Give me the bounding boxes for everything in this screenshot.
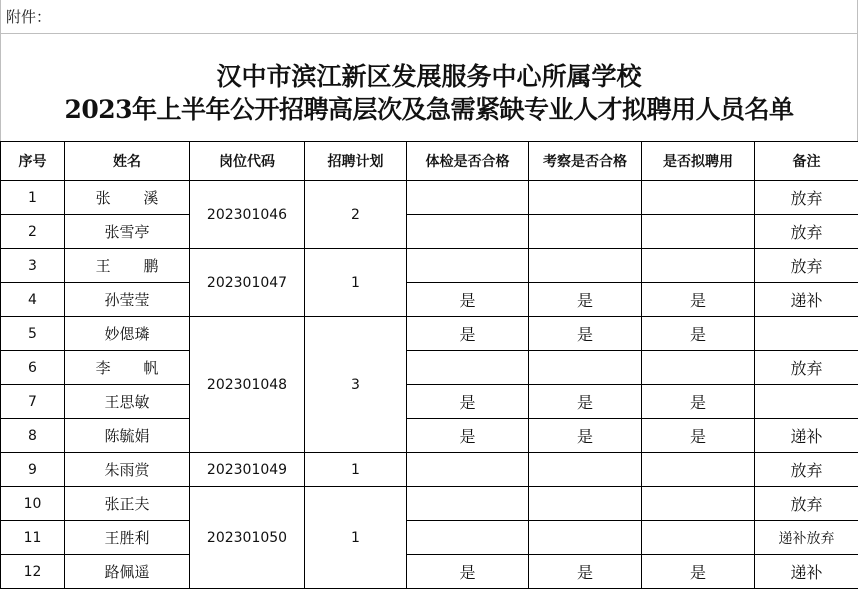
row-name: 王思敏 bbox=[65, 385, 190, 419]
header-physical: 体检是否合格 bbox=[407, 142, 529, 181]
row-name: 朱雨赏 bbox=[65, 453, 190, 487]
row-physical bbox=[407, 215, 529, 249]
row-no: 4 bbox=[1, 283, 65, 317]
row-no: 10 bbox=[1, 487, 65, 521]
row-physical bbox=[407, 521, 529, 555]
row-physical bbox=[407, 181, 529, 215]
row-physical: 是 bbox=[407, 385, 529, 419]
row-hire bbox=[642, 181, 755, 215]
row-note: 放弃 bbox=[755, 249, 858, 283]
table-row bbox=[1, 555, 858, 589]
row-plan: 1 bbox=[305, 453, 407, 487]
table-row bbox=[1, 283, 858, 317]
header-note: 备注 bbox=[755, 142, 858, 181]
row-review: 是 bbox=[529, 419, 642, 453]
row-review: 是 bbox=[529, 317, 642, 351]
row-physical: 是 bbox=[407, 317, 529, 351]
row-hire: 是 bbox=[642, 555, 755, 589]
row-review bbox=[529, 487, 642, 521]
header-plan: 招聘计划 bbox=[305, 142, 407, 181]
row-hire bbox=[642, 521, 755, 555]
row-no: 9 bbox=[1, 453, 65, 487]
page-title-line2: 2023年上半年公开招聘高层次及急需紧缺专业人才拟聘用人员名单 bbox=[64, 95, 794, 124]
row-code: 202301048 bbox=[190, 317, 305, 453]
row-code: 202301047 bbox=[190, 249, 305, 317]
row-code: 202301046 bbox=[190, 181, 305, 249]
frame-divider bbox=[0, 33, 858, 34]
row-physical bbox=[407, 487, 529, 521]
header-hire: 是否拟聘用 bbox=[642, 142, 755, 181]
row-note: 递补 bbox=[755, 419, 858, 453]
row-review bbox=[529, 521, 642, 555]
row-no: 2 bbox=[1, 215, 65, 249]
row-note: 递补 bbox=[755, 283, 858, 317]
table-row bbox=[1, 249, 858, 283]
row-review: 是 bbox=[529, 385, 642, 419]
header-code: 岗位代码 bbox=[190, 142, 305, 181]
row-review bbox=[529, 215, 642, 249]
row-hire: 是 bbox=[642, 419, 755, 453]
row-name: 张正夫 bbox=[65, 487, 190, 521]
row-name: 张 溪 bbox=[65, 181, 190, 215]
row-note bbox=[755, 317, 858, 351]
row-code: 202301049 bbox=[190, 453, 305, 487]
row-hire: 是 bbox=[642, 283, 755, 317]
row-note: 放弃 bbox=[755, 181, 858, 215]
row-no: 7 bbox=[1, 385, 65, 419]
row-hire bbox=[642, 215, 755, 249]
header-name: 姓名 bbox=[65, 142, 190, 181]
row-name: 孙莹莹 bbox=[65, 283, 190, 317]
row-plan: 3 bbox=[305, 317, 407, 453]
row-review bbox=[529, 453, 642, 487]
row-name: 路佩遥 bbox=[65, 555, 190, 589]
row-hire bbox=[642, 453, 755, 487]
row-code: 202301050 bbox=[190, 487, 305, 589]
table-row bbox=[1, 419, 858, 453]
row-name: 陈毓娟 bbox=[65, 419, 190, 453]
table-row bbox=[1, 453, 858, 487]
row-hire bbox=[642, 351, 755, 385]
row-name: 张雪亭 bbox=[65, 215, 190, 249]
row-no: 8 bbox=[1, 419, 65, 453]
table-row bbox=[1, 385, 858, 419]
row-note: 递补放弃 bbox=[755, 521, 858, 555]
header-no: 序号 bbox=[1, 142, 65, 181]
row-no: 6 bbox=[1, 351, 65, 385]
row-physical bbox=[407, 453, 529, 487]
row-note: 放弃 bbox=[755, 351, 858, 385]
row-review bbox=[529, 181, 642, 215]
attachment-label: 附件： bbox=[6, 8, 52, 26]
row-note: 放弃 bbox=[755, 453, 858, 487]
row-no: 11 bbox=[1, 521, 65, 555]
row-physical bbox=[407, 351, 529, 385]
row-name: 妙偲璘 bbox=[65, 317, 190, 351]
row-note: 放弃 bbox=[755, 215, 858, 249]
row-no: 12 bbox=[1, 555, 65, 589]
row-no: 5 bbox=[1, 317, 65, 351]
row-note: 递补 bbox=[755, 555, 858, 589]
row-name: 王胜利 bbox=[65, 521, 190, 555]
header-review: 考察是否合格 bbox=[529, 142, 642, 181]
page-title-line1: 汉中市滨江新区发展服务中心所属学校 bbox=[216, 62, 642, 91]
table-row bbox=[1, 317, 858, 351]
row-physical: 是 bbox=[407, 419, 529, 453]
candidate-table bbox=[0, 141, 858, 589]
row-review: 是 bbox=[529, 283, 642, 317]
row-hire bbox=[642, 249, 755, 283]
row-hire: 是 bbox=[642, 317, 755, 351]
row-physical: 是 bbox=[407, 555, 529, 589]
row-name: 王 鹏 bbox=[65, 249, 190, 283]
row-no: 1 bbox=[1, 181, 65, 215]
table-row bbox=[1, 351, 858, 385]
row-plan: 1 bbox=[305, 487, 407, 589]
row-hire bbox=[642, 487, 755, 521]
row-no: 3 bbox=[1, 249, 65, 283]
row-physical: 是 bbox=[407, 283, 529, 317]
table-row bbox=[1, 521, 858, 555]
row-hire: 是 bbox=[642, 385, 755, 419]
table-header-row bbox=[1, 142, 858, 181]
table-row bbox=[1, 487, 858, 521]
row-note bbox=[755, 385, 858, 419]
row-review bbox=[529, 351, 642, 385]
row-name: 李 帆 bbox=[65, 351, 190, 385]
row-review: 是 bbox=[529, 555, 642, 589]
row-physical bbox=[407, 249, 529, 283]
row-plan: 2 bbox=[305, 181, 407, 249]
row-plan: 1 bbox=[305, 249, 407, 317]
table-row bbox=[1, 181, 858, 215]
row-note: 放弃 bbox=[755, 487, 858, 521]
row-review bbox=[529, 249, 642, 283]
table-row bbox=[1, 215, 858, 249]
